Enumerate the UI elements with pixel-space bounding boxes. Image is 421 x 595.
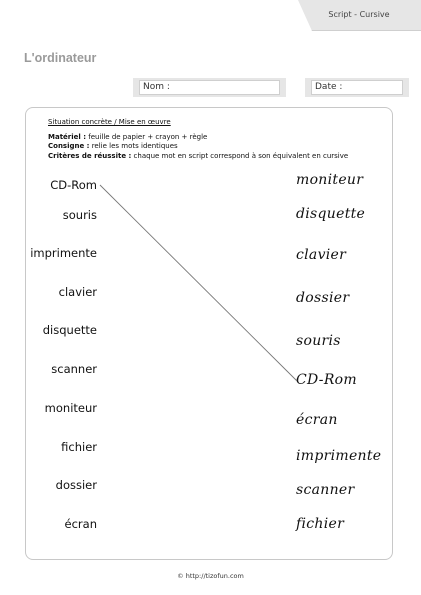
situation-heading: Situation concrète / Mise en œuvre — [48, 118, 171, 126]
name-field-label: Nom : — [139, 80, 280, 95]
script-word[interactable]: clavier — [58, 285, 97, 299]
cursive-word[interactable]: disquette — [296, 206, 366, 222]
cursive-word[interactable]: dossier — [296, 290, 350, 306]
page-title: L'ordinateur — [24, 51, 97, 65]
materiel-text: feuille de papier + crayon + règle — [86, 133, 208, 141]
cursive-word[interactable]: fichier — [296, 516, 345, 532]
cursive-word[interactable]: imprimente — [296, 448, 382, 464]
footer-url[interactable]: http://tizofun.com — [185, 572, 244, 580]
cursive-word[interactable]: moniteur — [296, 172, 364, 188]
example-connection-line — [100, 185, 297, 381]
script-word[interactable]: souris — [62, 208, 97, 222]
materiel-label: Matériel : — [48, 133, 87, 141]
script-word[interactable]: moniteur — [44, 401, 97, 415]
script-word[interactable]: scanner — [51, 362, 97, 376]
cursive-word[interactable]: écran — [296, 412, 338, 428]
script-word[interactable]: CD-Rom — [50, 178, 97, 192]
cursive-word[interactable]: souris — [296, 333, 341, 349]
copyright-icon: © — [177, 572, 184, 580]
script-word[interactable]: fichier — [61, 440, 97, 454]
footer — [0, 572, 421, 580]
script-word[interactable]: imprimente — [30, 246, 97, 260]
cursive-word[interactable]: clavier — [296, 247, 347, 263]
date-field-label: Date : — [311, 80, 403, 95]
cursive-word[interactable]: scanner — [296, 482, 355, 498]
header-tab-label: Script - Cursive — [328, 10, 390, 19]
script-word[interactable]: dossier — [55, 478, 97, 492]
script-word[interactable]: disquette — [42, 323, 97, 337]
cursive-word[interactable]: CD-Rom — [296, 372, 357, 388]
script-word[interactable]: écran — [64, 517, 97, 531]
criteres-text: chaque mot en script correspond à son équivalent en cursive — [131, 152, 349, 160]
consigne-text: relie les mots identiques — [89, 142, 178, 150]
criteres-label: Critères de réussite : — [48, 152, 132, 160]
consigne-label: Consigne : — [48, 142, 90, 150]
